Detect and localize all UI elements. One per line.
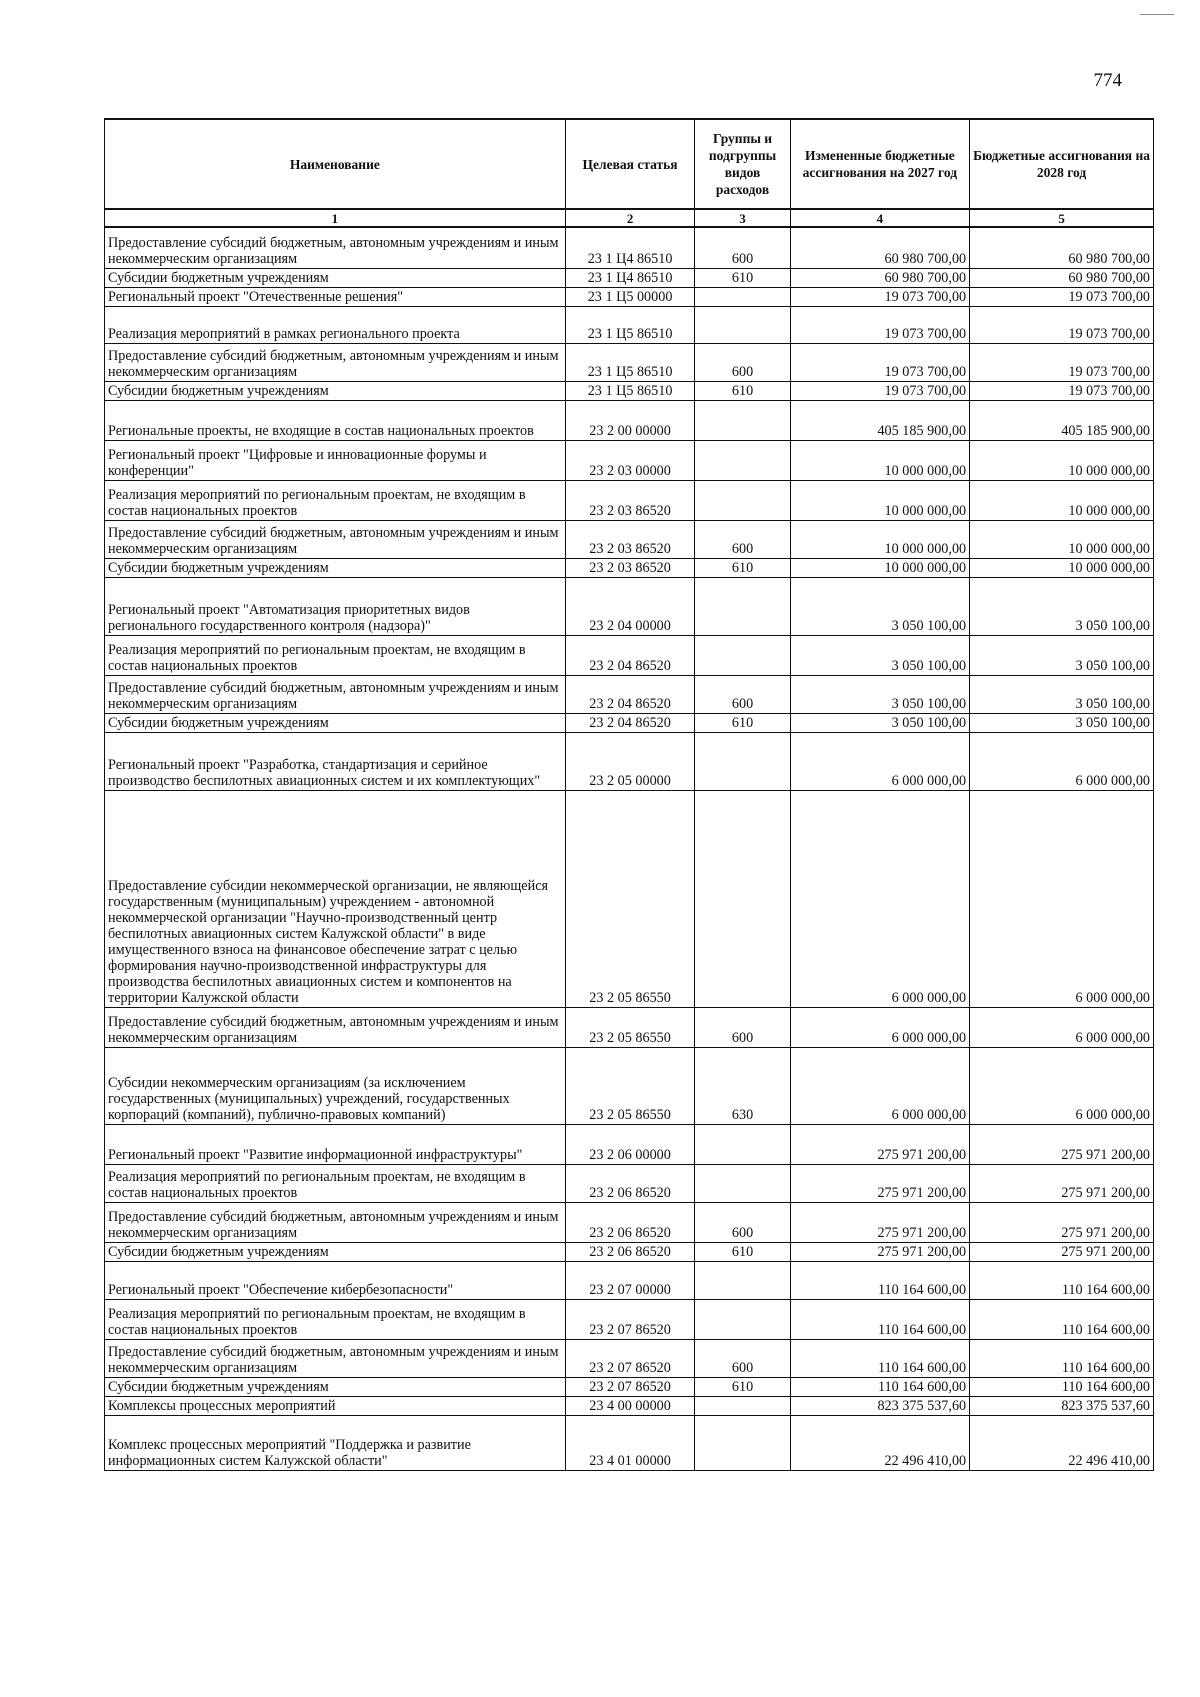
table-row <box>105 1396 1154 1415</box>
row-amount-2027: 3 050 100,00 <box>790 713 970 732</box>
table-row <box>105 440 1154 480</box>
row-target-article: 23 1 Ц5 86510 <box>565 381 695 400</box>
row-expense-group <box>695 440 790 480</box>
header-name: Наименование <box>105 119 566 209</box>
table-row <box>105 1339 1154 1377</box>
row-name: Реализация мероприятий в рамках регионального проекта <box>105 306 566 343</box>
table-row <box>105 287 1154 306</box>
header-allocations-2028: Бюджетные ассигнования на 2028 год <box>970 119 1154 209</box>
row-amount-2027: 110 164 600,00 <box>790 1339 970 1377</box>
row-amount-2028: 6 000 000,00 <box>970 790 1154 1007</box>
row-target-article: 23 1 Ц5 86510 <box>565 343 695 381</box>
row-amount-2028: 3 050 100,00 <box>970 713 1154 732</box>
table-row <box>105 732 1154 790</box>
row-target-article: 23 1 Ц5 86510 <box>565 306 695 343</box>
row-expense-group <box>695 790 790 1007</box>
table-row <box>105 1047 1154 1124</box>
row-amount-2027: 275 971 200,00 <box>790 1202 970 1242</box>
row-target-article: 23 2 04 86520 <box>565 713 695 732</box>
row-target-article: 23 2 03 86520 <box>565 558 695 577</box>
row-name: Региональный проект "Развитие информационной инфраструктуры" <box>105 1124 566 1164</box>
row-name: Региональный проект "Разработка, стандартизация и серийное производство беспилотных авиационных систем и их комплектующих" <box>105 732 566 790</box>
row-amount-2027: 110 164 600,00 <box>790 1377 970 1396</box>
row-name: Реализация мероприятий по региональным проектам, не входящим в состав национальных проектов <box>105 480 566 520</box>
row-target-article: 23 2 06 86520 <box>565 1242 695 1261</box>
row-target-article: 23 2 03 86520 <box>565 480 695 520</box>
row-expense-group <box>695 1396 790 1415</box>
row-name: Предоставление субсидий бюджетным, автономным учреждениям и иным некоммерческим организациям <box>105 1339 566 1377</box>
row-amount-2028: 110 164 600,00 <box>970 1299 1154 1339</box>
column-number: 1 <box>105 209 566 227</box>
row-amount-2027: 275 971 200,00 <box>790 1124 970 1164</box>
row-expense-group: 600 <box>695 1339 790 1377</box>
row-amount-2028: 10 000 000,00 <box>970 480 1154 520</box>
row-expense-group <box>695 306 790 343</box>
row-amount-2027: 6 000 000,00 <box>790 1047 970 1124</box>
row-amount-2027: 110 164 600,00 <box>790 1261 970 1299</box>
row-name: Субсидии бюджетным учреждениям <box>105 268 566 287</box>
row-target-article: 23 2 07 86520 <box>565 1339 695 1377</box>
row-target-article: 23 2 07 86520 <box>565 1377 695 1396</box>
row-amount-2028: 6 000 000,00 <box>970 1047 1154 1124</box>
row-amount-2027: 19 073 700,00 <box>790 381 970 400</box>
row-amount-2028: 19 073 700,00 <box>970 343 1154 381</box>
row-expense-group <box>695 1299 790 1339</box>
header-expense-groups: Группы и подгруппы видов расходов <box>695 119 790 209</box>
table-row <box>105 480 1154 520</box>
row-name: Предоставление субсидий бюджетным, автономным учреждениям и иным некоммерческим организациям <box>105 343 566 381</box>
table-row <box>105 1299 1154 1339</box>
row-amount-2028: 10 000 000,00 <box>970 558 1154 577</box>
row-amount-2027: 6 000 000,00 <box>790 1007 970 1047</box>
table-row <box>105 1007 1154 1047</box>
row-name: Региональные проекты, не входящие в состав национальных проектов <box>105 400 566 440</box>
row-amount-2027: 3 050 100,00 <box>790 577 970 635</box>
row-expense-group: 600 <box>695 227 790 268</box>
row-amount-2028: 275 971 200,00 <box>970 1242 1154 1261</box>
row-expense-group <box>695 635 790 675</box>
row-expense-group: 610 <box>695 558 790 577</box>
table-row <box>105 675 1154 713</box>
row-expense-group <box>695 287 790 306</box>
table-row <box>105 790 1154 1007</box>
row-amount-2028: 19 073 700,00 <box>970 306 1154 343</box>
row-name: Субсидии бюджетным учреждениям <box>105 1377 566 1396</box>
row-expense-group: 600 <box>695 1202 790 1242</box>
row-amount-2028: 19 073 700,00 <box>970 287 1154 306</box>
row-amount-2027: 110 164 600,00 <box>790 1299 970 1339</box>
row-target-article: 23 2 03 00000 <box>565 440 695 480</box>
table-row <box>105 1164 1154 1202</box>
column-number: 4 <box>790 209 970 227</box>
row-expense-group <box>695 577 790 635</box>
row-expense-group: 610 <box>695 381 790 400</box>
row-target-article: 23 2 06 00000 <box>565 1124 695 1164</box>
table-row <box>105 1202 1154 1242</box>
row-amount-2027: 10 000 000,00 <box>790 480 970 520</box>
row-amount-2027: 60 980 700,00 <box>790 227 970 268</box>
table-row <box>105 306 1154 343</box>
table-row <box>105 558 1154 577</box>
row-target-article: 23 4 00 00000 <box>565 1396 695 1415</box>
row-expense-group <box>695 400 790 440</box>
table-row <box>105 1377 1154 1396</box>
row-amount-2028: 275 971 200,00 <box>970 1124 1154 1164</box>
row-amount-2027: 10 000 000,00 <box>790 558 970 577</box>
row-name: Предоставление субсидий бюджетным, автономным учреждениям и иным некоммерческим организациям <box>105 1007 566 1047</box>
row-amount-2028: 3 050 100,00 <box>970 577 1154 635</box>
row-expense-group: 610 <box>695 268 790 287</box>
table-row <box>105 268 1154 287</box>
row-amount-2028: 6 000 000,00 <box>970 1007 1154 1047</box>
row-amount-2028: 275 971 200,00 <box>970 1164 1154 1202</box>
row-target-article: 23 2 04 86520 <box>565 635 695 675</box>
row-target-article: 23 1 Ц4 86510 <box>565 268 695 287</box>
table-row <box>105 227 1154 268</box>
row-amount-2027: 275 971 200,00 <box>790 1242 970 1261</box>
row-target-article: 23 2 07 86520 <box>565 1299 695 1339</box>
row-amount-2027: 19 073 700,00 <box>790 306 970 343</box>
table-row <box>105 381 1154 400</box>
row-target-article: 23 2 06 86520 <box>565 1164 695 1202</box>
row-name: Региональный проект "Обеспечение кибербезопасности" <box>105 1261 566 1299</box>
table-row <box>105 635 1154 675</box>
row-amount-2027: 275 971 200,00 <box>790 1164 970 1202</box>
row-expense-group <box>695 1124 790 1164</box>
row-name: Комплекс процессных мероприятий "Поддержка и развитие информационных систем Калужской области" <box>105 1415 566 1470</box>
row-name: Предоставление субсидий бюджетным, автономным учреждениям и иным некоммерческим организациям <box>105 227 566 268</box>
table-row <box>105 400 1154 440</box>
row-expense-group <box>695 1164 790 1202</box>
row-target-article: 23 2 04 00000 <box>565 577 695 635</box>
row-expense-group <box>695 1415 790 1470</box>
row-amount-2027: 6 000 000,00 <box>790 790 970 1007</box>
table-row <box>105 577 1154 635</box>
row-amount-2028: 110 164 600,00 <box>970 1377 1154 1396</box>
row-name: Реализация мероприятий по региональным проектам, не входящим в состав национальных проектов <box>105 1164 566 1202</box>
budget-table <box>104 118 1154 1471</box>
row-name: Предоставление субсидий бюджетным, автономным учреждениям и иным некоммерческим организациям <box>105 520 566 558</box>
column-number: 2 <box>565 209 695 227</box>
row-expense-group: 600 <box>695 520 790 558</box>
table-row <box>105 713 1154 732</box>
corner-mark <box>1140 14 1174 15</box>
row-expense-group: 610 <box>695 1377 790 1396</box>
header-allocations-2027: Измененные бюджетные ассигнования на 2027 год <box>790 119 970 209</box>
row-target-article: 23 2 06 86520 <box>565 1202 695 1242</box>
row-expense-group <box>695 1261 790 1299</box>
row-amount-2027: 3 050 100,00 <box>790 635 970 675</box>
row-name: Субсидии некоммерческим организациям (за исключением государственных (муниципальных) учреждений, государственных корпораций (компаний), публично-правовых компаний) <box>105 1047 566 1124</box>
table-row <box>105 1124 1154 1164</box>
table-row <box>105 520 1154 558</box>
row-amount-2028: 60 980 700,00 <box>970 268 1154 287</box>
table-row <box>105 1415 1154 1470</box>
row-name: Предоставление субсидий бюджетным, автономным учреждениям и иным некоммерческим организациям <box>105 1202 566 1242</box>
row-amount-2027: 3 050 100,00 <box>790 675 970 713</box>
row-name: Региональный проект "Цифровые и инновационные форумы и конференции" <box>105 440 566 480</box>
row-amount-2027: 19 073 700,00 <box>790 287 970 306</box>
row-amount-2027: 10 000 000,00 <box>790 520 970 558</box>
column-number: 5 <box>970 209 1154 227</box>
table-row <box>105 1242 1154 1261</box>
row-expense-group: 600 <box>695 675 790 713</box>
row-expense-group: 610 <box>695 1242 790 1261</box>
row-target-article: 23 2 04 86520 <box>565 675 695 713</box>
row-amount-2028: 10 000 000,00 <box>970 520 1154 558</box>
row-amount-2028: 110 164 600,00 <box>970 1261 1154 1299</box>
row-amount-2027: 10 000 000,00 <box>790 440 970 480</box>
row-target-article: 23 2 05 86550 <box>565 790 695 1007</box>
row-name: Региональный проект "Автоматизация приоритетных видов регионального государственного контроля (надзора)" <box>105 577 566 635</box>
row-amount-2028: 6 000 000,00 <box>970 732 1154 790</box>
row-amount-2028: 60 980 700,00 <box>970 227 1154 268</box>
row-name: Субсидии бюджетным учреждениям <box>105 558 566 577</box>
row-amount-2028: 22 496 410,00 <box>970 1415 1154 1470</box>
row-name: Реализация мероприятий по региональным проектам, не входящим в состав национальных проектов <box>105 635 566 675</box>
page-number: 774 <box>1093 70 1122 91</box>
row-expense-group <box>695 732 790 790</box>
row-expense-group: 610 <box>695 713 790 732</box>
row-amount-2027: 22 496 410,00 <box>790 1415 970 1470</box>
row-amount-2027: 6 000 000,00 <box>790 732 970 790</box>
row-expense-group: 600 <box>695 343 790 381</box>
table-row <box>105 343 1154 381</box>
table-row <box>105 1261 1154 1299</box>
row-amount-2027: 405 185 900,00 <box>790 400 970 440</box>
row-name: Комплексы процессных мероприятий <box>105 1396 566 1415</box>
row-amount-2028: 3 050 100,00 <box>970 675 1154 713</box>
header-row <box>105 119 1154 209</box>
row-name: Реализация мероприятий по региональным проектам, не входящим в состав национальных проектов <box>105 1299 566 1339</box>
row-target-article: 23 1 Ц5 00000 <box>565 287 695 306</box>
row-name: Субсидии бюджетным учреждениям <box>105 1242 566 1261</box>
row-amount-2028: 823 375 537,60 <box>970 1396 1154 1415</box>
row-target-article: 23 2 05 86550 <box>565 1047 695 1124</box>
row-name: Региональный проект "Отечественные решения" <box>105 287 566 306</box>
row-name: Предоставление субсидии некоммерческой организации, не являющейся государственным (муниципальным) учреждением - автономной некоммерческой организации "Научно-производственный центр беспилотных авиационных систем Калужской области" в виде имущественного взноса на финансовое обеспечение затрат с целью формирования научно-производственной инфраструктуры для производства беспилотных авиационных систем и компонентов на территории Калужской области <box>105 790 566 1007</box>
row-amount-2028: 19 073 700,00 <box>970 381 1154 400</box>
row-target-article: 23 4 01 00000 <box>565 1415 695 1470</box>
row-amount-2028: 275 971 200,00 <box>970 1202 1154 1242</box>
row-amount-2027: 19 073 700,00 <box>790 343 970 381</box>
row-amount-2027: 60 980 700,00 <box>790 268 970 287</box>
header-target-article: Целевая статья <box>565 119 695 209</box>
row-target-article: 23 2 05 86550 <box>565 1007 695 1047</box>
row-target-article: 23 2 03 86520 <box>565 520 695 558</box>
row-amount-2028: 405 185 900,00 <box>970 400 1154 440</box>
row-amount-2027: 823 375 537,60 <box>790 1396 970 1415</box>
row-name: Субсидии бюджетным учреждениям <box>105 381 566 400</box>
row-name: Предоставление субсидий бюджетным, автономным учреждениям и иным некоммерческим организациям <box>105 675 566 713</box>
row-amount-2028: 3 050 100,00 <box>970 635 1154 675</box>
row-amount-2028: 110 164 600,00 <box>970 1339 1154 1377</box>
row-target-article: 23 1 Ц4 86510 <box>565 227 695 268</box>
row-target-article: 23 2 07 00000 <box>565 1261 695 1299</box>
row-amount-2028: 10 000 000,00 <box>970 440 1154 480</box>
row-target-article: 23 2 05 00000 <box>565 732 695 790</box>
row-expense-group: 630 <box>695 1047 790 1124</box>
row-expense-group: 600 <box>695 1007 790 1047</box>
row-expense-group <box>695 480 790 520</box>
column-number: 3 <box>695 209 790 227</box>
row-name: Субсидии бюджетным учреждениям <box>105 713 566 732</box>
row-target-article: 23 2 00 00000 <box>565 400 695 440</box>
column-number-row <box>105 209 1154 227</box>
